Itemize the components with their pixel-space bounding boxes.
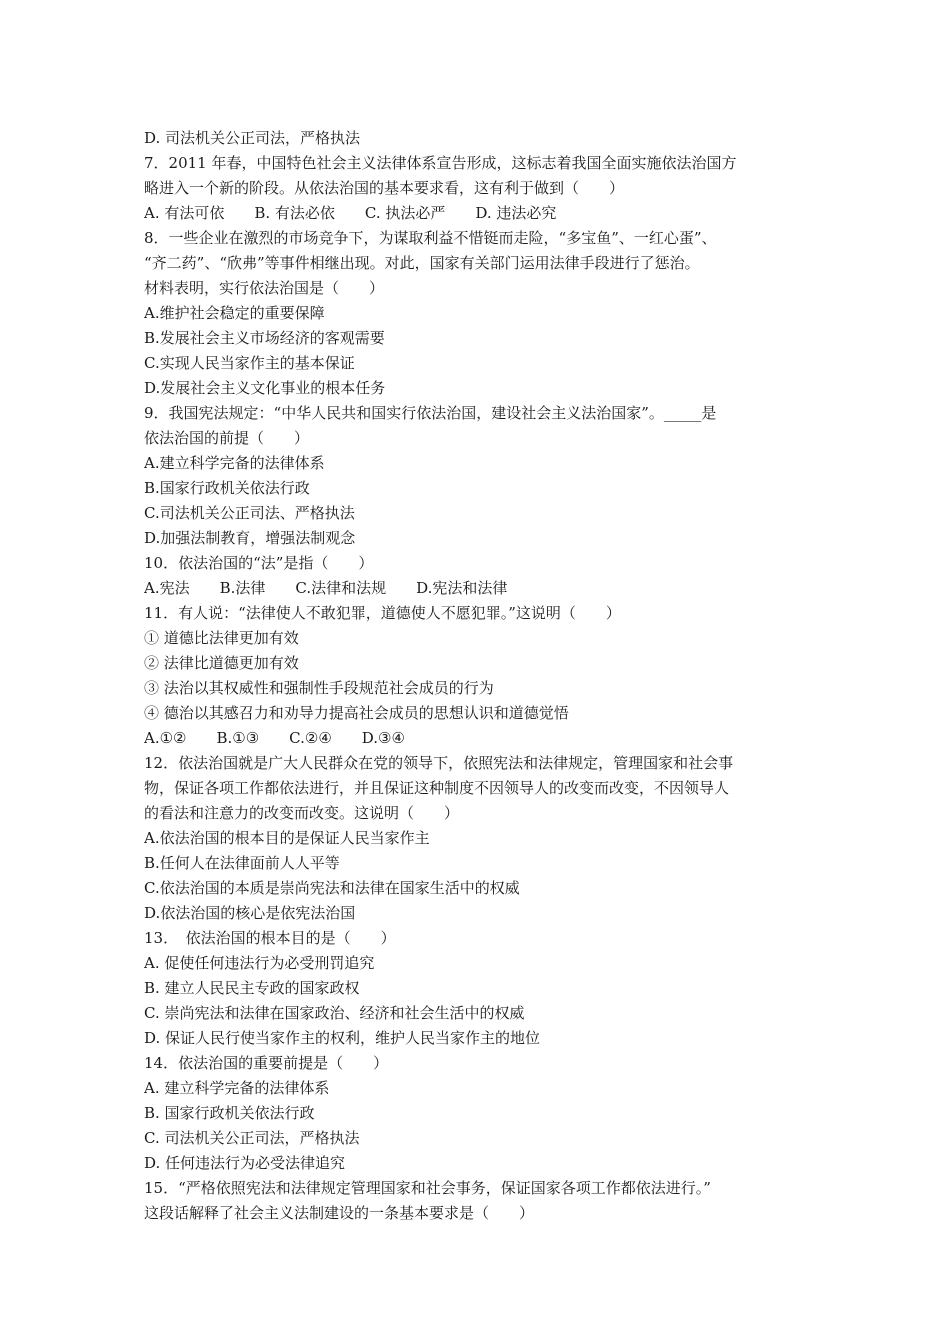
text-line: B. 建立人民民主专政的国家政权 <box>144 979 360 997</box>
text-line: “齐二药”、“欣弗”等事件相继出现。对此，国家有关部门运用法律手段进行了惩治。 <box>144 254 700 272</box>
text-line: C.实现人民当家作主的基本保证 <box>144 354 355 372</box>
text-line: D. 保证人民行使当家作主的权利，维护人民当家作主的地位 <box>144 1029 541 1047</box>
text-line: C.司法机关公正司法、严格执法 <box>144 504 355 522</box>
text-line: 这段话解释了社会主义法制建设的一条基本要求是（ ） <box>144 1204 535 1222</box>
text-line: D.发展社会主义文化事业的根本任务 <box>144 379 386 397</box>
text-line: ③ 法治以其权威性和强制性手段规范社会成员的行为 <box>144 679 494 697</box>
text-line: B. 国家行政机关依法行政 <box>144 1104 315 1122</box>
text-line: C.依法治国的本质是崇尚宪法和法律在国家生活中的权威 <box>144 879 520 897</box>
text-line: 8．一些企业在激烈的市场竞争下，为谋取利益不惜铤而走险，“多宝鱼”、一红心蛋”、 <box>144 229 717 247</box>
text-line: D. 司法机关公正司法，严格执法 <box>144 129 361 147</box>
text-line: 略进入一个新的阶段。从依法治国的基本要求看，这有利于做到（ ） <box>144 179 625 197</box>
text-line: 12．依法治国就是广大人民群众在党的领导下，依照宪法和法律规定，管理国家和社会事 <box>144 754 734 772</box>
text-line: 11．有人说：“法律使人不敢犯罪，道德使人不愿犯罪。”这说明（ ） <box>144 604 621 622</box>
text-line: D.加强法制教育，增强法制观念 <box>144 529 356 547</box>
text-line: ④ 德治以其感召力和劝导力提高社会成员的思想认识和道德觉悟 <box>144 704 569 722</box>
text-line: 的看法和注意力的改变而改变。这说明（ ） <box>144 804 460 822</box>
document-body <box>144 126 814 1226</box>
text-line: B.发展社会主义市场经济的客观需要 <box>144 329 385 347</box>
text-line: A. 有法可依 B. 有法必依 C. 执法必严 D. 违法必究 <box>144 204 557 222</box>
text-line: 13． 依法治国的根本目的是（ ） <box>144 929 396 947</box>
text-line: 材料表明，实行依法治国是（ ） <box>144 279 385 297</box>
text-line: D. 任何违法行为必受法律追究 <box>144 1154 346 1172</box>
text-line: 9．我国宪法规定：“中华人民共和国实行依法治国，建设社会主义法治国家”。_____是 <box>144 404 717 422</box>
text-line: A.维护社会稳定的重要保障 <box>144 304 325 322</box>
text-line: 15．“严格依照宪法和法律规定管理国家和社会事务，保证国家各项工作都依法进行。” <box>144 1179 711 1197</box>
text-line: A.①② B.①③ C.②④ D.③④ <box>144 729 405 747</box>
text-line: C. 崇尚宪法和法律在国家政治、经济和社会生活中的权威 <box>144 1004 525 1022</box>
text-line: 14．依法治国的重要前提是（ ） <box>144 1054 389 1072</box>
text-line: B.国家行政机关依法行政 <box>144 479 310 497</box>
text-line: A. 建立科学完备的法律体系 <box>144 1079 330 1097</box>
text-line: B.任何人在法律面前人人平等 <box>144 854 340 872</box>
text-line: D.依法治国的核心是依宪法治国 <box>144 904 356 922</box>
text-line: 依法治国的前提（ ） <box>144 429 310 447</box>
text-line: C. 司法机关公正司法，严格执法 <box>144 1129 360 1147</box>
text-line: ② 法律比道德更加有效 <box>144 654 299 672</box>
text-line: A.建立科学完备的法律体系 <box>144 454 325 472</box>
text-line: 7．2011 年春，中国特色社会主义法律体系宣告形成，这标志着我国全面实施依法治国方 <box>144 154 737 172</box>
text-line: 10．依法治国的“法”是指（ ） <box>144 554 374 572</box>
text-line: A.宪法 B.法律 C.法律和法规 D.宪法和法律 <box>144 579 508 597</box>
text-line: 物，保证各项工作都依法进行，并且保证这种制度不因领导人的改变而改变，不因领导人 <box>144 779 730 797</box>
text-line: ① 道德比法律更加有效 <box>144 629 299 647</box>
text-line: A. 促使任何违法行为必受刑罚追究 <box>144 954 375 972</box>
text-line: A.依法治国的根本目的是保证人民当家作主 <box>144 829 430 847</box>
